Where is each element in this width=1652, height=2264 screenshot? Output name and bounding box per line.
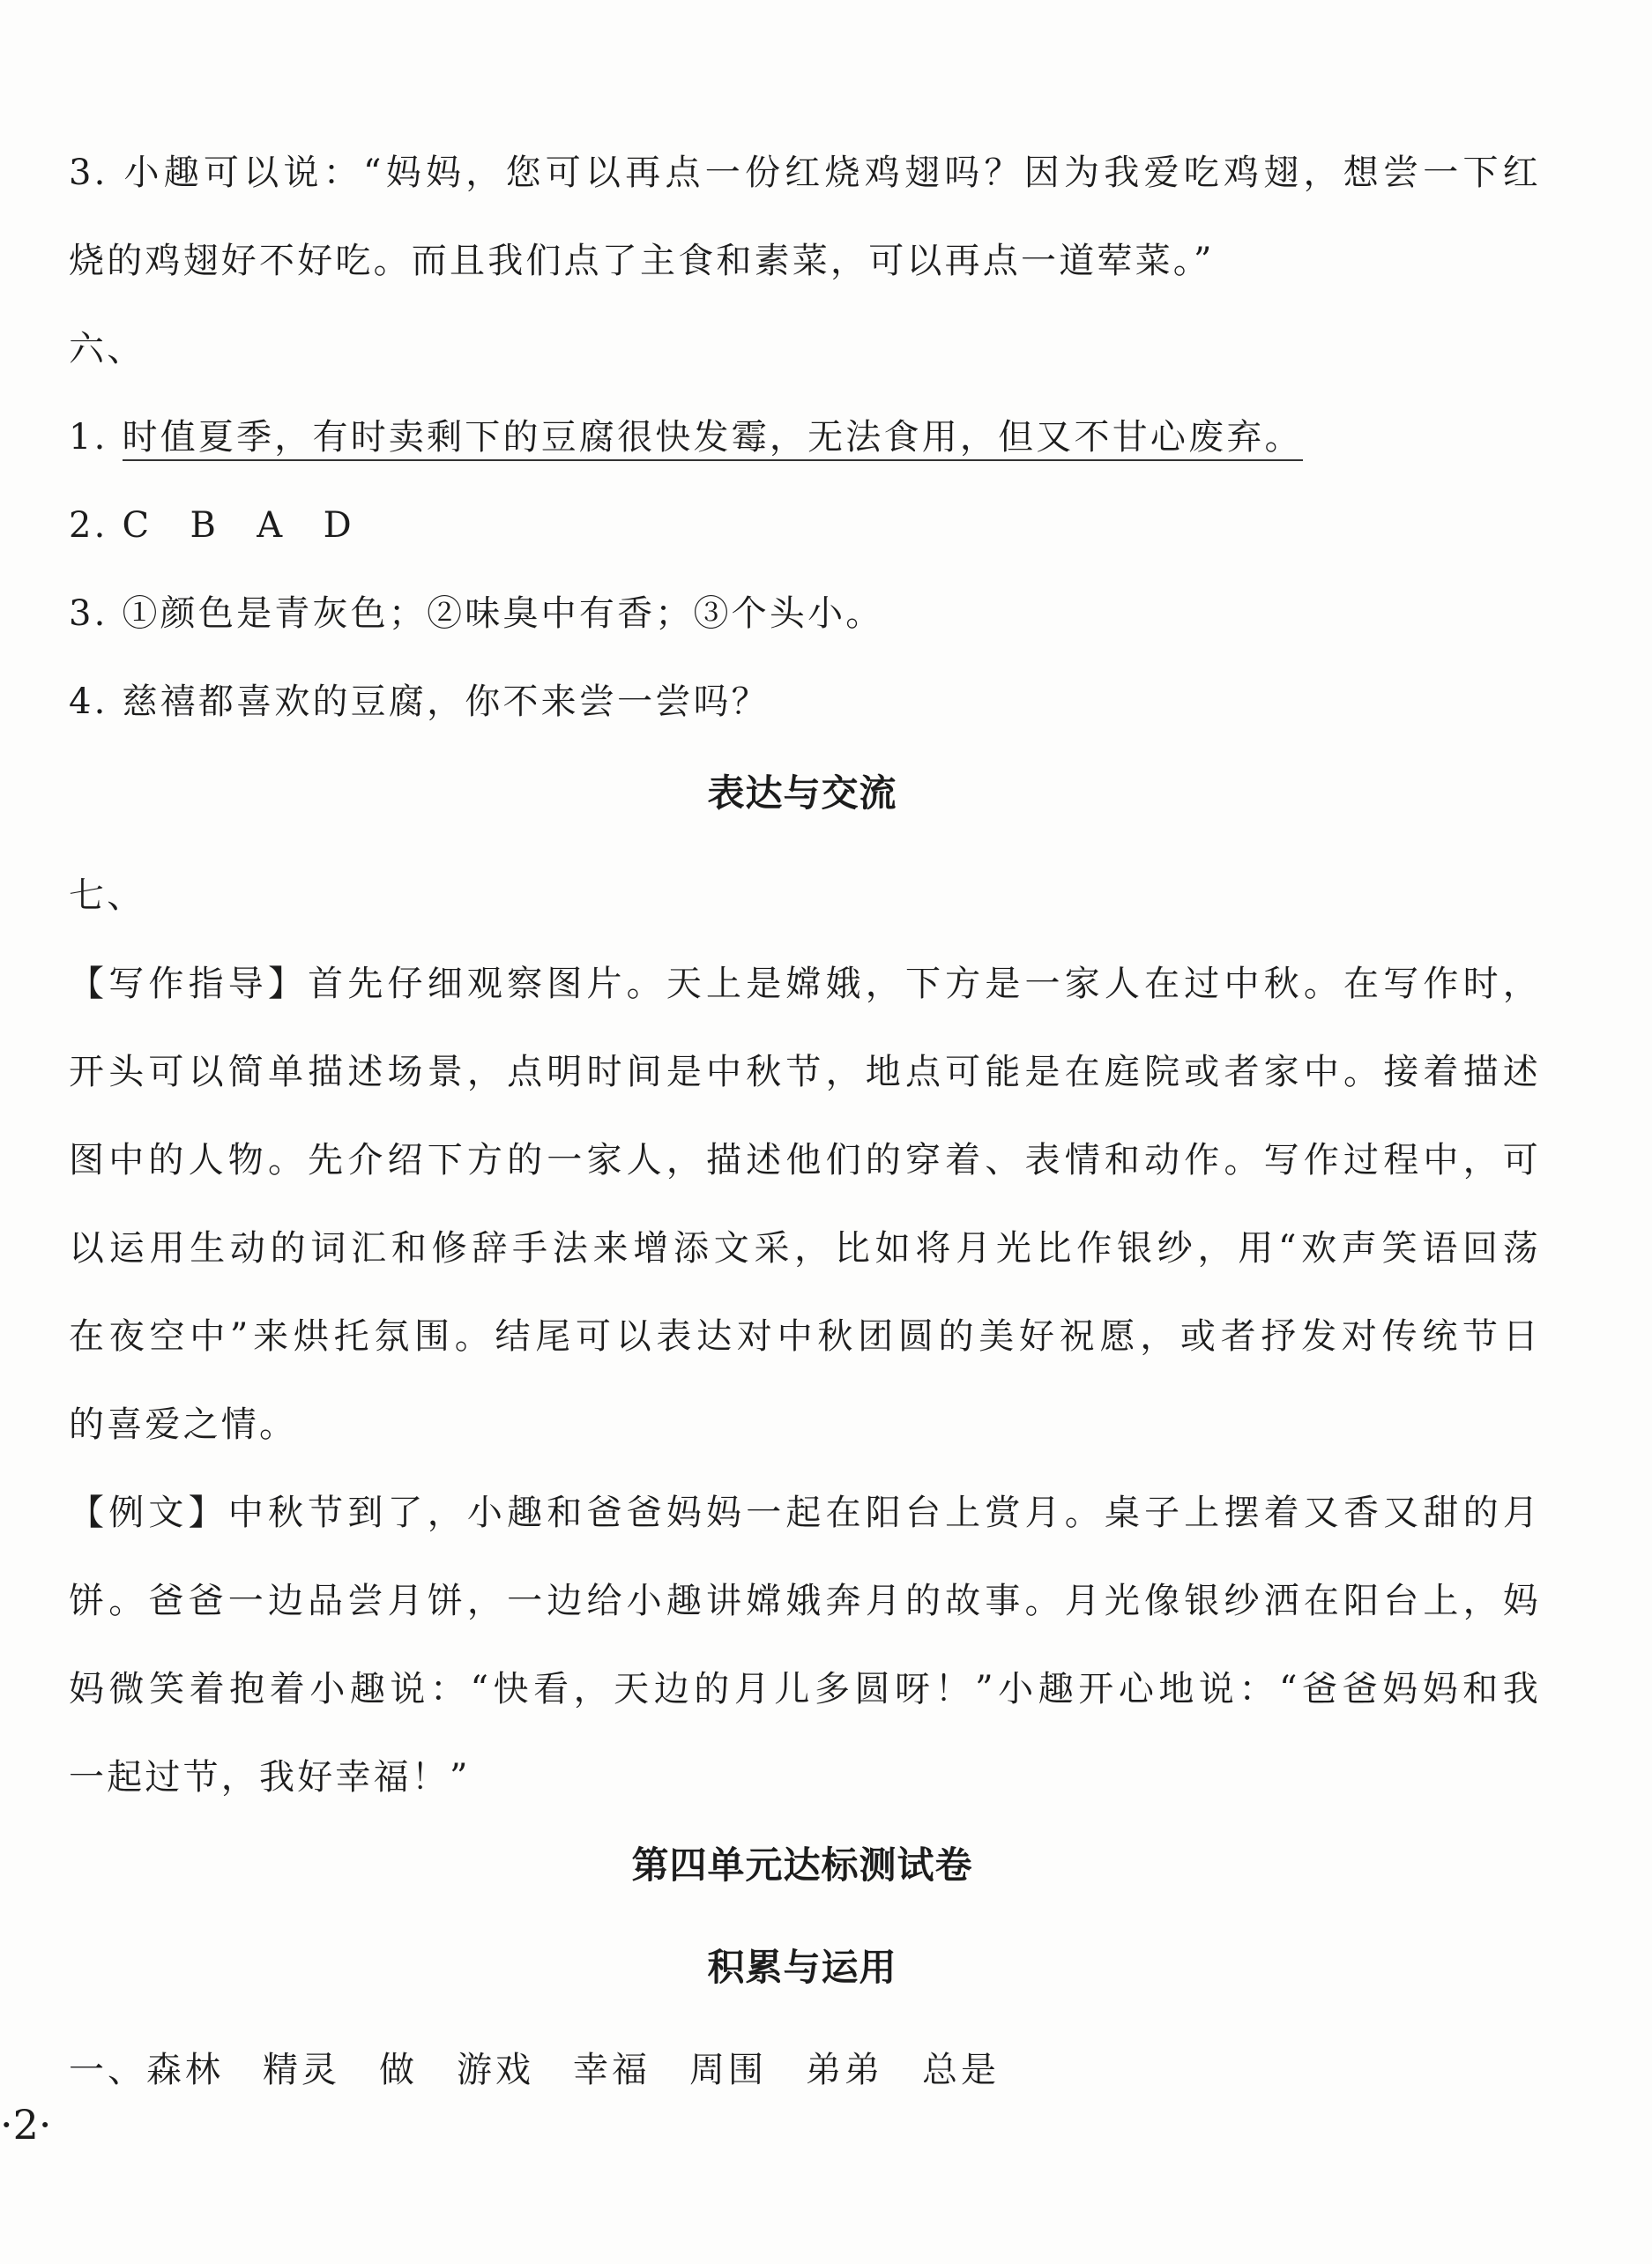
writing-guide-line-6: 的喜爱之情。 [69,1404,298,1445]
writing-guide-line-2: 开头可以简单描述场景，点明时间是中秋节，地点可能是在庭院或者家中。接着描述 [69,1052,1541,1092]
example-essay-line-4: 一起过节，我好幸福！” [69,1757,471,1798]
answer-6-1-number: 1. [69,417,108,458]
page-number: ·2· [0,2101,52,2149]
writing-guide-line-3: 图中的人物。先介绍下方的一家人，描述他们的穿着、表情和动作。写作过程中，可 [69,1140,1541,1180]
answer-6-4: 4. 慈禧都喜欢的豆腐，你不来尝一尝吗？ [69,681,770,722]
answer-6-1 [69,411,1303,464]
unit-4-title: 第四单元达标测试卷 [631,1843,973,1887]
section-7-label: 七、 [69,875,145,916]
expression-heading: 表达与交流 [707,771,897,815]
answer-6-1-text: 时值夏季，有时卖剩下的豆腐很快发霉，无法食用，但又不甘心废弃。 [123,417,1303,461]
answer-5-3-line-1: 3. 小趣可以说：“妈妈，您可以再点一份红烧鸡翅吗？因为我爱吃鸡翅，想尝一下红 [69,153,1541,193]
answer-6-3: 3. ①颜色是青灰色；②味臭中有香；③个头小。 [69,593,884,634]
writing-guide-line-5: 在夜空中”来烘托氛围。结尾可以表达对中秋团圆的美好祝愿，或者抒发对传统节日 [69,1316,1541,1357]
writing-guide-line-4: 以运用生动的词汇和修辞手法来增添文采，比如将月光比作银纱，用“欢声笑语回荡 [69,1228,1541,1269]
answer-5-3-line-2: 烧的鸡翅好不好吃。而且我们点了主食和素菜，可以再点一道荤菜。” [69,241,1215,281]
answer-1: 一、森林 精灵 做 游戏 幸福 周围 弟弟 总是 [69,2050,1000,2090]
example-essay-line-3: 妈微笑着抱着小趣说：“快看，天边的月儿多圆呀！”小趣开心地说：“爸爸妈妈和我 [69,1669,1541,1709]
writing-guide-line-1: 【写作指导】首先仔细观察图片。天上是嫦娥，下方是一家人在过中秋。在写作时， [69,964,1541,1004]
section-6-label: 六、 [69,329,145,369]
example-essay-line-1: 【例文】中秋节到了，小趣和爸爸妈妈一起在阳台上赏月。桌子上摆着又香又甜的月 [69,1493,1541,1533]
accumulation-heading: 积累与运用 [707,1946,897,1989]
example-essay-line-2: 饼。爸爸一边品尝月饼，一边给小趣讲嫦娥奔月的故事。月光像银纱洒在阳台上，妈 [69,1581,1541,1621]
answer-6-2: 2. C B A D [69,505,354,546]
